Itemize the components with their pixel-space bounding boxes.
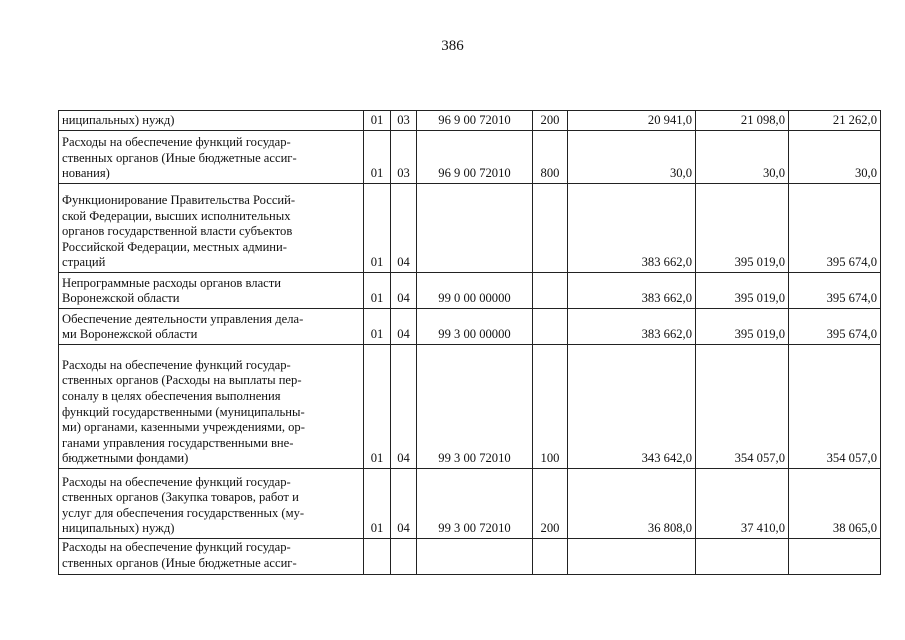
cell-subsection: 04 xyxy=(391,309,417,345)
cell-amount-year-3: 395 674,0 xyxy=(789,273,881,309)
cell-section: 01 xyxy=(364,309,391,345)
expense-name-line: ственных органов (Иные бюджетные ассиг- xyxy=(62,555,297,570)
cell-amount-year-1: 20 941,0 xyxy=(568,111,696,131)
cell-amount-year-2: 37 410,0 xyxy=(696,469,789,539)
cell-expense-type xyxy=(533,184,568,273)
cell-amount-year-1: 383 662,0 xyxy=(568,184,696,273)
cell-subsection: 04 xyxy=(391,345,417,469)
cell-target-article: 99 3 00 72010 xyxy=(417,345,533,469)
expense-name-line: ниципальных) нужд) xyxy=(62,521,175,536)
cell-amount-year-1: 383 662,0 xyxy=(568,309,696,345)
expense-name-line: Обеспечение деятельности управления дела- xyxy=(62,311,304,326)
expense-name-line: услуг для обеспечения государственных (му- xyxy=(62,505,305,520)
cell-section: 01 xyxy=(364,184,391,273)
cell-target-article: 96 9 00 72010 xyxy=(417,111,533,131)
table-row xyxy=(59,273,881,309)
table-row xyxy=(59,131,881,184)
expense-name-line: ской Федерации, высших исполнительных xyxy=(62,208,291,223)
expense-name-line: Воронежской области xyxy=(62,291,180,306)
expense-name-line: ственных органов (Иные бюджетные ассиг- xyxy=(62,150,297,165)
expense-name-line: Функционирование Правительства Россий- xyxy=(62,193,296,208)
cell-target-article xyxy=(417,184,533,273)
cell-section: 01 xyxy=(364,273,391,309)
expense-name-line: ми Воронежской области xyxy=(62,327,198,342)
cell-expense-type xyxy=(533,539,568,575)
cell-amount-year-2: 395 019,0 xyxy=(696,309,789,345)
cell-subsection xyxy=(391,539,417,575)
expense-name-line: функций государственными (муниципальны- xyxy=(62,404,305,419)
cell-amount-year-1 xyxy=(568,539,696,575)
expense-name-line: страций xyxy=(62,255,106,270)
cell-section: 01 xyxy=(364,345,391,469)
cell-amount-year-2 xyxy=(696,539,789,575)
expense-name-line: ниципальных) нужд) xyxy=(62,113,175,128)
cell-amount-year-3: 395 674,0 xyxy=(789,184,881,273)
expense-name-line: Расходы на обеспечение функций государ- xyxy=(62,357,291,372)
cell-amount-year-2: 354 057,0 xyxy=(696,345,789,469)
expense-name-line: Расходы на обеспечение функций государ- xyxy=(62,135,291,150)
cell-expense-type: 200 xyxy=(533,469,568,539)
cell-amount-year-3: 30,0 xyxy=(789,131,881,184)
cell-expense-name xyxy=(59,131,364,184)
cell-expense-type: 100 xyxy=(533,345,568,469)
expense-name-line: ми) органами, казенными учреждениями, ор- xyxy=(62,420,305,435)
expense-name-line: Российской Федерации, местных админи- xyxy=(62,239,287,254)
budget-table xyxy=(58,110,881,575)
cell-subsection: 04 xyxy=(391,469,417,539)
table-row xyxy=(59,309,881,345)
cell-amount-year-2: 21 098,0 xyxy=(696,111,789,131)
expense-name-line: ственных органов (Закупка товаров, работ и xyxy=(62,490,299,505)
cell-target-article: 99 3 00 72010 xyxy=(417,469,533,539)
cell-amount-year-1: 383 662,0 xyxy=(568,273,696,309)
cell-amount-year-3: 38 065,0 xyxy=(789,469,881,539)
cell-amount-year-1: 36 808,0 xyxy=(568,469,696,539)
cell-expense-type xyxy=(533,273,568,309)
expense-name-line: нования) xyxy=(62,166,110,181)
expense-name-line: бюджетными фондами) xyxy=(62,451,189,466)
expense-name-line: Непрограммные расходы органов власти xyxy=(62,275,281,290)
cell-expense-name xyxy=(59,184,364,273)
cell-amount-year-1: 343 642,0 xyxy=(568,345,696,469)
cell-target-article: 96 9 00 72010 xyxy=(417,131,533,184)
table-row xyxy=(59,539,881,575)
cell-amount-year-2: 395 019,0 xyxy=(696,184,789,273)
table-row xyxy=(59,184,881,273)
cell-amount-year-2: 395 019,0 xyxy=(696,273,789,309)
expense-name-line: органов государственной власти субъектов xyxy=(62,224,293,239)
cell-section: 01 xyxy=(364,111,391,131)
expense-name-line: Расходы на обеспечение функций государ- xyxy=(62,540,291,554)
expense-name-line: соналу в целях обеспечения выполнения xyxy=(62,389,281,404)
cell-expense-name xyxy=(59,309,364,345)
table-row xyxy=(59,345,881,469)
cell-subsection: 04 xyxy=(391,184,417,273)
cell-target-article: 99 0 00 00000 xyxy=(417,273,533,309)
cell-target-article xyxy=(417,539,533,575)
cell-subsection: 04 xyxy=(391,273,417,309)
cell-amount-year-2: 30,0 xyxy=(696,131,789,184)
expense-name-line: Расходы на обеспечение функций государ- xyxy=(62,474,291,489)
expense-name-line: ганами управления государственными вне- xyxy=(62,435,294,450)
cell-expense-type xyxy=(533,309,568,345)
cell-subsection: 03 xyxy=(391,131,417,184)
cell-subsection: 03 xyxy=(391,111,417,131)
cell-expense-name xyxy=(59,469,364,539)
cell-amount-year-1: 30,0 xyxy=(568,131,696,184)
cell-expense-type: 800 xyxy=(533,131,568,184)
expense-name-line: ственных органов (Расходы на выплаты пер- xyxy=(62,373,302,388)
cell-amount-year-3: 395 674,0 xyxy=(789,309,881,345)
table-row xyxy=(59,469,881,539)
table-row xyxy=(59,111,881,131)
cell-target-article: 99 3 00 00000 xyxy=(417,309,533,345)
cell-amount-year-3 xyxy=(789,539,881,575)
cell-expense-name xyxy=(59,111,364,131)
cell-expense-type: 200 xyxy=(533,111,568,131)
cell-section xyxy=(364,539,391,575)
table-body xyxy=(59,111,881,575)
cell-amount-year-3: 354 057,0 xyxy=(789,345,881,469)
cell-expense-name xyxy=(59,539,364,575)
cell-expense-name xyxy=(59,273,364,309)
cell-amount-year-3: 21 262,0 xyxy=(789,111,881,131)
page-number: 386 xyxy=(441,38,464,54)
cell-expense-name xyxy=(59,345,364,469)
cell-section: 01 xyxy=(364,131,391,184)
cell-section: 01 xyxy=(364,469,391,539)
